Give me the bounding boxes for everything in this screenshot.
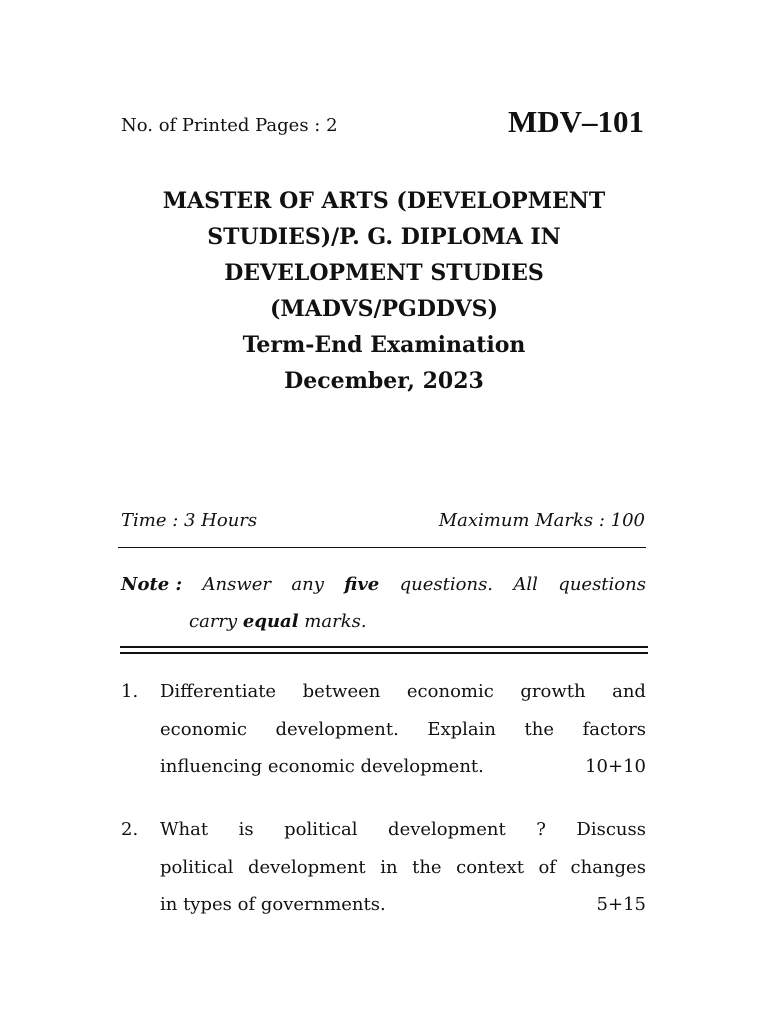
word: of xyxy=(538,856,556,878)
exam-meta xyxy=(121,510,645,531)
question-line xyxy=(160,811,646,849)
note-emphasis: equal xyxy=(242,611,299,632)
note-word: All xyxy=(513,574,538,595)
note-word: questions. xyxy=(399,574,494,595)
exam-title xyxy=(100,183,668,399)
title-line: December, 2023 xyxy=(284,368,484,394)
word: is xyxy=(238,819,254,840)
note-line xyxy=(121,603,646,640)
word: growth xyxy=(520,681,586,702)
question-line xyxy=(160,711,646,749)
word: Differentiate xyxy=(160,681,277,702)
title-line: DEVELOPMENT STUDIES xyxy=(224,260,544,286)
paper-code: MDV–101 xyxy=(507,104,644,139)
question-line xyxy=(160,849,646,887)
word: context xyxy=(456,856,524,878)
word: ? xyxy=(536,819,546,840)
note-text: marks. xyxy=(298,611,367,632)
question-text xyxy=(160,673,646,786)
title-line: STUDIES)/P. G. DIPLOMA IN xyxy=(207,224,561,250)
note-word: any xyxy=(291,574,324,595)
word: political xyxy=(284,819,358,840)
question-number: 1. xyxy=(121,681,139,702)
printed-pages-count: No. of Printed Pages : 2 xyxy=(121,115,338,136)
question-marks: 5+15 xyxy=(596,894,646,915)
question-text xyxy=(160,811,646,924)
word: factors xyxy=(582,718,646,740)
word: between xyxy=(302,681,381,702)
word: and xyxy=(612,681,646,702)
word: the xyxy=(412,856,442,878)
title-line: (MADVS/PGDDVS) xyxy=(270,296,498,322)
question-last-line: in types of governments. xyxy=(160,894,386,915)
word: changes xyxy=(570,856,646,878)
word: development. xyxy=(275,718,399,740)
title-line: MASTER OF ARTS (DEVELOPMENT xyxy=(162,188,606,214)
title-line: Term-End Examination xyxy=(242,332,526,358)
question-marks: 10+10 xyxy=(585,756,646,777)
note-text: carry xyxy=(189,611,243,632)
time-allowed: Time : 3 Hours xyxy=(121,510,258,531)
question-line xyxy=(160,886,646,924)
word: economic xyxy=(160,718,247,740)
word: What xyxy=(160,819,209,840)
note-word: Answer xyxy=(202,574,272,595)
maximum-marks: Maximum Marks : 100 xyxy=(438,510,645,531)
word: economic xyxy=(406,681,494,702)
question-2 xyxy=(121,811,646,924)
word: development xyxy=(388,819,506,840)
double-divider-line xyxy=(120,646,648,654)
word: in xyxy=(380,856,398,878)
question-number: 2. xyxy=(121,819,139,840)
word: Discuss xyxy=(576,819,646,840)
divider-line xyxy=(118,547,646,548)
note-word: five xyxy=(344,574,380,595)
instructions-note xyxy=(121,566,646,640)
note-word: questions xyxy=(558,574,646,595)
question-line xyxy=(160,673,646,711)
note-label: Note : xyxy=(121,574,183,595)
question-last-line: influencing economic development. xyxy=(160,756,484,777)
word: development xyxy=(247,856,366,878)
question-1 xyxy=(121,673,646,786)
note-line xyxy=(121,566,646,603)
word: the xyxy=(524,718,555,740)
word: Explain xyxy=(427,718,497,740)
word: political xyxy=(160,856,234,878)
question-line xyxy=(160,748,646,786)
